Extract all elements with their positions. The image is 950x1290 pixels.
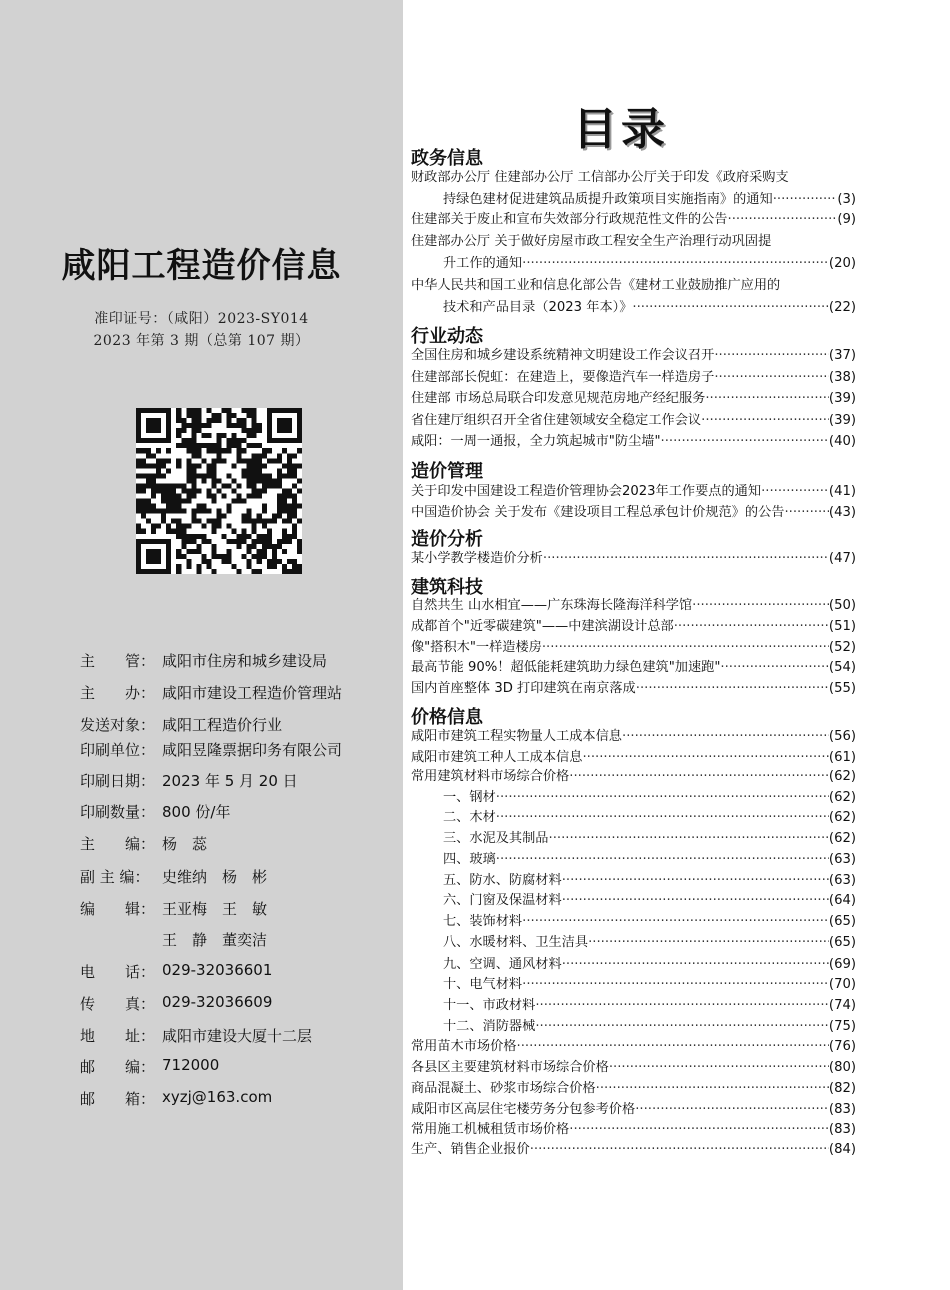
toc-section-heading: 造价分析: [411, 529, 483, 550]
toc-entry-title: 常用建筑材料市场综合价格: [411, 769, 570, 784]
info-label: 电 话：: [80, 963, 156, 981]
toc-page-number: (83): [828, 1102, 856, 1117]
info-value: 咸阳昱隆票据印务有限公司: [162, 741, 343, 759]
toc-entry[interactable]: [443, 975, 856, 995]
info-row: [80, 714, 282, 735]
toc-entry-title: 住建部 市场总局联合印发意见规范房地产经纪服务: [411, 391, 706, 406]
toc-page-number: (54): [828, 660, 856, 675]
info-value: xyzj@163.com: [162, 1088, 273, 1106]
toc-page-number: (47): [828, 551, 856, 566]
toc-page-number: (74): [828, 998, 856, 1013]
toc-page-number: (52): [828, 640, 856, 655]
toc-entry-title: 商品混凝土、砂浆市场综合价格: [411, 1081, 596, 1096]
toc-page-number: (62): [828, 831, 856, 846]
info-value: 王 静 董奕洁: [162, 931, 268, 949]
info-value: 712000: [162, 1056, 220, 1074]
toc-page-number: (39): [828, 391, 856, 406]
toc-entry-title: 某小学教学楼造价分析: [411, 551, 543, 566]
info-label: 编 辑：: [80, 900, 156, 918]
toc-entry-title: 常用苗木市场价格: [411, 1039, 517, 1054]
toc-entry-title: 十、电气材料: [443, 977, 523, 992]
dot-leader: [714, 346, 829, 366]
toc-section-heading: 造价管理: [411, 461, 483, 482]
toc-entry-title: 各县区主要建筑材料市场综合价格: [411, 1060, 609, 1075]
toc-section-heading: 政务信息: [411, 148, 483, 169]
info-value: 029-32036609: [162, 993, 273, 1011]
toc-page-number: (55): [828, 681, 856, 696]
dot-leader: [535, 1017, 829, 1037]
toc-entry-title: 三、水泥及其制品: [443, 831, 549, 846]
toc-page-number: (37): [828, 348, 856, 363]
toc-entry[interactable]: [411, 411, 856, 431]
dot-leader: [609, 1058, 829, 1078]
dot-leader: [496, 808, 829, 828]
toc-page-number: (51): [828, 619, 856, 634]
toc-entry[interactable]: [443, 912, 856, 932]
dot-leader: [661, 432, 829, 452]
toc-page-number: (22): [828, 300, 856, 315]
info-row: [80, 993, 272, 1014]
toc-entry[interactable]: [411, 1058, 856, 1078]
dot-leader: [635, 1100, 829, 1120]
toc-entry[interactable]: [443, 190, 856, 210]
toc-entry[interactable]: [443, 891, 856, 911]
toc-page-number: (70): [828, 977, 856, 992]
info-label: 地 址：: [80, 1027, 156, 1045]
dot-leader: [542, 638, 829, 658]
toc-entry-title: 持绿色建材促进建筑品质提升政策项目实施指南》的通知: [443, 192, 773, 207]
cover-panel: [0, 0, 403, 1290]
toc-page-number: (20): [828, 256, 856, 271]
toc-page-number: (9): [837, 212, 856, 227]
dot-leader: [522, 912, 829, 932]
toc-page-number: (65): [828, 935, 856, 950]
toc-entry-title: 七、装饰材料: [443, 914, 523, 929]
toc-entry-title: 关于印发中国建设工程造价管理协会2023年工作要点的通知: [411, 484, 762, 499]
toc-page-number: (62): [828, 810, 856, 825]
toc-entry[interactable]: [411, 549, 856, 569]
dot-leader: [784, 503, 828, 523]
info-row: [80, 682, 342, 703]
toc-entry[interactable]: [443, 996, 856, 1016]
info-label: 主 办：: [80, 684, 156, 702]
toc-entry-title: 十二、消防器械: [443, 1019, 536, 1034]
toc-page-number: (64): [828, 893, 856, 908]
toc-entry-title: 九、空调、通风材料: [443, 957, 562, 972]
info-value: 800 份/年: [162, 803, 231, 821]
info-label: 邮 箱：: [80, 1090, 156, 1108]
toc-page-number: (41): [828, 484, 856, 499]
dot-leader: [522, 254, 829, 274]
info-label: 印刷单位：: [80, 741, 156, 759]
toc-entry-title: 升工作的通知: [443, 256, 523, 271]
toc-entry[interactable]: [411, 210, 856, 230]
toc-entry[interactable]: [411, 1037, 856, 1057]
toc-section-heading: 价格信息: [411, 707, 483, 728]
toc-entry[interactable]: [411, 767, 856, 787]
toc-entry-title: 四、玻璃: [443, 852, 496, 867]
toc-entry-title[interactable]: 财政部办公厅 住建部办公厅 工信部办公厅关于印发《政府采购支: [411, 170, 789, 185]
toc-page-number: (56): [828, 729, 856, 744]
info-row: [80, 650, 327, 671]
toc-entry-title: 技术和产品目录（2023 年本）》: [443, 300, 633, 315]
toc-entry[interactable]: [411, 503, 856, 523]
toc-page-number: (83): [828, 1122, 856, 1137]
toc-entry[interactable]: [443, 808, 856, 828]
info-value: 王亚梅 王 敏: [162, 900, 268, 918]
toc-entry-title[interactable]: 住建部办公厅 关于做好房屋市政工程安全生产治理行动巩固提: [411, 234, 772, 249]
toc-page-number: (62): [828, 769, 856, 784]
info-row: [80, 929, 267, 950]
info-value: 029-32036601: [162, 961, 273, 979]
dot-leader: [636, 679, 829, 699]
dot-leader: [496, 788, 829, 808]
dot-leader: [496, 850, 829, 870]
toc-entry-title: 一、钢材: [443, 790, 496, 805]
permit-number: 准印证号：（咸阳）2023-SY014: [94, 311, 309, 327]
info-label: 邮 编：: [80, 1058, 156, 1076]
dot-leader: [622, 727, 829, 747]
toc-entry[interactable]: [443, 254, 856, 274]
dot-leader: [582, 748, 828, 768]
toc-page-number: (63): [828, 873, 856, 888]
info-value: 史维纳 杨 彬: [162, 868, 268, 886]
toc-page-number: (63): [828, 852, 856, 867]
info-label: 副 主 编：: [80, 868, 150, 886]
toc-page-number: (50): [828, 598, 856, 613]
issue-number: 2023 年第 3 期（总第 107 期）: [93, 333, 310, 349]
info-row: [80, 898, 267, 919]
toc-entry[interactable]: [411, 1079, 856, 1099]
toc-entry[interactable]: [443, 850, 856, 870]
dot-leader: [720, 658, 829, 678]
toc-entry-title: 住建部关于废止和宣布失效部分行政规范性文件的公告: [411, 212, 728, 227]
toc-entry-title: 咸阳市区高层住宅楼劳务分包参考价格: [411, 1102, 636, 1117]
toc-page-number: (40): [828, 434, 856, 449]
info-row: [80, 866, 267, 887]
dot-leader: [632, 298, 829, 318]
toc-entry-title: 常用施工机械租赁市场价格: [411, 1122, 570, 1137]
toc-page-number: (69): [828, 957, 856, 972]
toc-entry-title: 咸阳：一周一通报，全力筑起城市"防尘墙": [411, 434, 661, 449]
toc-entry-title: 中国造价协会 关于发布《建设项目工程总承包计价规范》的公告: [411, 505, 785, 520]
dot-leader: [562, 871, 829, 891]
dot-leader: [674, 617, 829, 637]
dot-leader: [562, 891, 829, 911]
toc-entry[interactable]: [443, 788, 856, 808]
toc-page-number: (43): [828, 505, 856, 520]
toc-entry-title: 最高节能 90%！超低能耗建筑助力绿色建筑"加速跑": [411, 660, 721, 675]
toc-page-number: (65): [828, 914, 856, 929]
toc-entry-title: 咸阳市建筑工种人工成本信息: [411, 750, 583, 765]
toc-entry-title: 五、防水、防腐材料: [443, 873, 562, 888]
toc-page-number: (82): [828, 1081, 856, 1096]
toc-entry[interactable]: [411, 748, 856, 768]
info-value: 咸阳市建设工程造价管理站: [162, 684, 343, 702]
info-row: [80, 961, 272, 982]
toc-entry[interactable]: [411, 482, 856, 502]
toc-section-heading: 建筑科技: [411, 577, 483, 598]
toc-page-number: (38): [828, 370, 856, 385]
toc-entry-title: 成都首个"近零碳建筑"——中建滨湖设计总部: [411, 619, 674, 634]
dot-leader: [535, 996, 829, 1016]
toc-entry-title: 八、水暖材料、卫生洁具: [443, 935, 589, 950]
info-row: [80, 770, 298, 791]
dot-leader: [562, 955, 829, 975]
toc-entry[interactable]: [443, 933, 856, 953]
toc-entry[interactable]: [443, 955, 856, 975]
toc-entry[interactable]: [411, 638, 856, 658]
qr-code: [136, 408, 302, 574]
toc-entry-title: 生产、销售企业报价: [411, 1142, 530, 1157]
toc-entry[interactable]: [411, 368, 856, 388]
toc-entry[interactable]: [411, 346, 856, 366]
dot-leader: [569, 1120, 829, 1140]
info-row: [80, 739, 342, 760]
toc-entry[interactable]: [443, 871, 856, 891]
toc-page-number: (80): [828, 1060, 856, 1075]
toc-page-number: (84): [828, 1142, 856, 1157]
info-row: [80, 1025, 312, 1046]
toc-section-heading: 行业动态: [411, 326, 483, 347]
toc-page-number: (39): [828, 413, 856, 428]
info-label: 主 编：: [80, 835, 156, 853]
info-label: 发送对象：: [80, 716, 156, 734]
toc-entry[interactable]: [411, 617, 856, 637]
toc-entry[interactable]: [411, 679, 856, 699]
toc-entry-title: 像"搭积木"一样造楼房: [411, 640, 542, 655]
toc-entry[interactable]: [443, 829, 856, 849]
dot-leader: [517, 1037, 829, 1057]
dot-leader: [588, 933, 829, 953]
info-value: 2023 年 5 月 20 日: [162, 772, 298, 790]
toc-entry-title: 咸阳市建筑工程实物量人工成本信息: [411, 729, 622, 744]
toc-entry[interactable]: [411, 658, 856, 678]
toc-entry[interactable]: [411, 1120, 856, 1140]
toc-page-number: (3): [837, 192, 856, 207]
magazine-title: 咸阳工程造价信息: [61, 246, 342, 286]
info-value: 咸阳市住房和城乡建设局: [162, 652, 328, 670]
dot-leader: [530, 1140, 829, 1160]
dot-leader: [522, 975, 829, 995]
toc-entry-title: 十一、市政材料: [443, 998, 536, 1013]
toc-page-number: (75): [828, 1019, 856, 1034]
toc-page-number: (76): [828, 1039, 856, 1054]
info-row: [80, 801, 230, 822]
dot-leader: [728, 210, 838, 230]
dot-leader: [761, 482, 829, 502]
dot-leader: [569, 767, 829, 787]
info-value: 咸阳工程造价行业: [162, 716, 283, 734]
toc-entry[interactable]: [411, 432, 856, 452]
toc-entry[interactable]: [443, 298, 856, 318]
dot-leader: [714, 368, 829, 388]
toc-entry-title: 六、门窗及保温材料: [443, 893, 562, 908]
info-row: [80, 1056, 219, 1077]
toc-entry-title: 自然共生 山水相宜——广东珠海长隆海洋科学馆: [411, 598, 693, 613]
info-label: 主 管：: [80, 652, 156, 670]
info-label: 印刷数量：: [80, 803, 156, 821]
info-row: [80, 1088, 272, 1109]
dot-leader: [773, 190, 838, 210]
dot-leader: [543, 549, 829, 569]
toc-entry[interactable]: [411, 1100, 856, 1120]
info-label: 印刷日期：: [80, 772, 156, 790]
toc-entry-title: 全国住房和城乡建设系统精神文明建设工作会议召开: [411, 348, 715, 363]
dot-leader: [549, 829, 829, 849]
toc-entry-title: 省住建厅组织召开全省住建领域安全稳定工作会议: [411, 413, 702, 428]
info-row: [80, 833, 207, 854]
toc-entry[interactable]: [411, 727, 856, 747]
info-label: 传 真：: [80, 995, 156, 1013]
dot-leader: [692, 596, 829, 616]
toc-entry-title: 二、木材: [443, 810, 496, 825]
dot-leader: [701, 411, 829, 431]
toc-entry-title[interactable]: 中华人民共和国工业和信息化部公告《建材工业鼓励推广应用的: [411, 278, 781, 293]
info-value: 杨 蕊: [162, 835, 208, 853]
toc-title: 目录: [573, 104, 669, 155]
info-value: 咸阳市建设大厦十二层: [162, 1027, 313, 1045]
toc-page-number: (61): [828, 750, 856, 765]
dot-leader: [705, 389, 829, 409]
toc-entry[interactable]: [411, 389, 856, 409]
info-label: [80, 929, 162, 950]
dot-leader: [596, 1079, 829, 1099]
toc-entry[interactable]: [411, 1140, 856, 1160]
toc-entry-title: 国内首座整体 3D 打印建筑在南京落成: [411, 681, 636, 696]
toc-entry-title: 住建部部长倪虹：在建造上，要像造汽车一样造房子: [411, 370, 715, 385]
toc-entry[interactable]: [411, 596, 856, 616]
toc-page-number: (62): [828, 790, 856, 805]
toc-entry[interactable]: [443, 1017, 856, 1037]
